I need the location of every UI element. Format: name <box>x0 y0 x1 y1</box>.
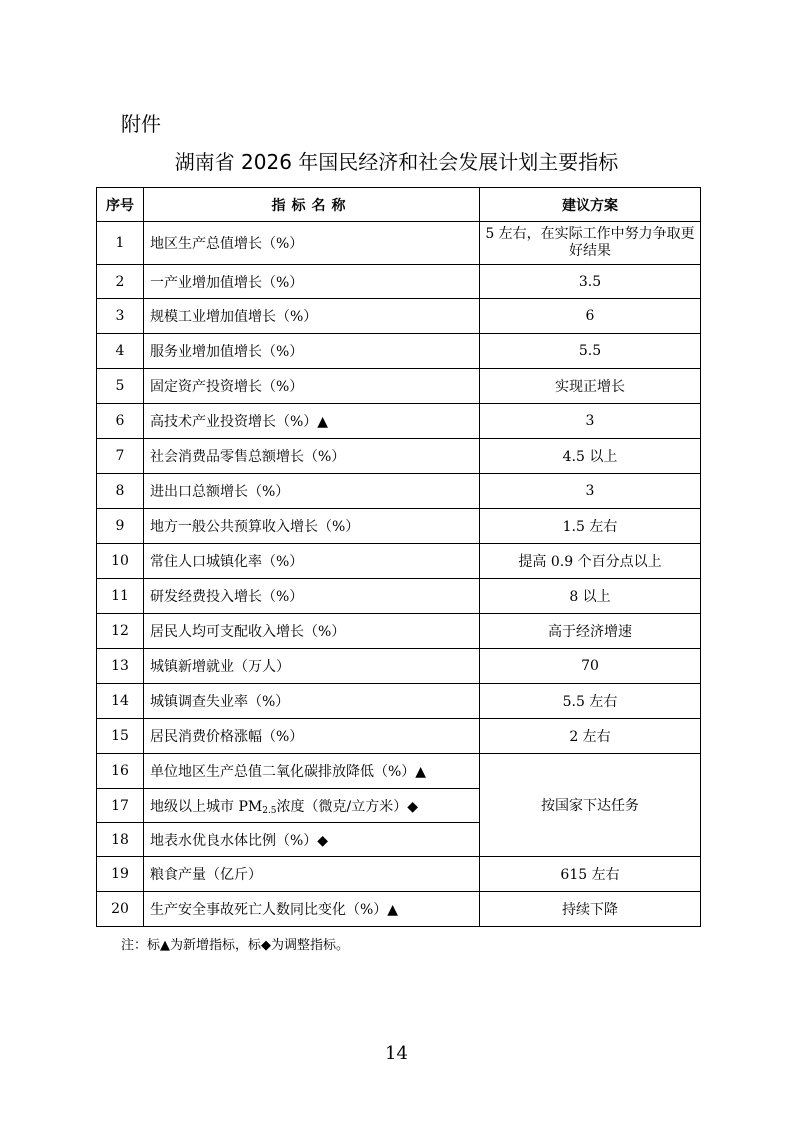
table-row <box>97 334 701 369</box>
table-row <box>97 369 701 404</box>
row-name: 城镇新增就业（万人） <box>144 649 480 684</box>
pm-subscript: 2.5 <box>262 805 277 816</box>
row-name: 高技术产业投资增长（%）▲ <box>144 404 480 439</box>
row-plan: 70 <box>480 649 701 684</box>
row-index: 8 <box>97 474 144 509</box>
row-plan: 高于经济增速 <box>480 614 701 649</box>
row-plan: 实现正增长 <box>480 369 701 404</box>
row-plan: 1.5 左右 <box>480 509 701 544</box>
row-index: 20 <box>97 892 144 927</box>
row-name: 生产安全事故死亡人数同比变化（%）▲ <box>144 892 480 927</box>
row-name: 一产业增加值增长（%） <box>144 265 480 299</box>
row-plan: 3 <box>480 404 701 439</box>
table-header-row <box>97 188 701 222</box>
row-index: 2 <box>97 265 144 299</box>
table-row <box>97 892 701 927</box>
row-name: 城镇调查失业率（%） <box>144 684 480 719</box>
header-plan: 建议方案 <box>480 188 701 222</box>
table-row <box>97 509 701 544</box>
row-plan: 5.5 <box>480 334 701 369</box>
row-plan: 6 <box>480 299 701 334</box>
row-name: 地表水优良水体比例（%）◆ <box>144 823 480 857</box>
footnote: 注：标▲为新增指标，标◆为调整指标。 <box>121 938 349 953</box>
row-name: 固定资产投资增长（%） <box>144 369 480 404</box>
row-plan: 3.5 <box>480 265 701 299</box>
row-plan: 5.5 左右 <box>480 684 701 719</box>
row-plan: 3 <box>480 474 701 509</box>
row-index: 7 <box>97 439 144 474</box>
row-index: 11 <box>97 579 144 614</box>
table-row <box>97 222 701 265</box>
attachment-label: 附件 <box>121 112 161 136</box>
row-index: 5 <box>97 369 144 404</box>
row-plan: 持续下降 <box>480 892 701 927</box>
table-row <box>97 544 701 579</box>
row-name: 粮食产量（亿斤） <box>144 857 480 892</box>
row-index: 14 <box>97 684 144 719</box>
table-row <box>97 299 701 334</box>
row-index: 1 <box>97 222 144 265</box>
table-row <box>97 719 701 754</box>
row-plan: 2 左右 <box>480 719 701 754</box>
table-row <box>97 857 701 892</box>
row-index: 10 <box>97 544 144 579</box>
row-plan: 5 左右，在实际工作中努力争取更好结果 <box>480 222 701 265</box>
page-number: 14 <box>385 1043 408 1064</box>
merged-plan-cell: 按国家下达任务 <box>480 754 701 857</box>
row-index: 13 <box>97 649 144 684</box>
table-row <box>97 754 701 789</box>
row-index: 17 <box>97 789 144 823</box>
row-index: 6 <box>97 404 144 439</box>
row-name: 研发经费投入增长（%） <box>144 579 480 614</box>
row-index: 3 <box>97 299 144 334</box>
row-index: 16 <box>97 754 144 789</box>
indicator-table <box>96 187 701 927</box>
table-row <box>97 684 701 719</box>
row-name: 规模工业增加值增长（%） <box>144 299 480 334</box>
table-row <box>97 404 701 439</box>
table-row <box>97 265 701 299</box>
row-plan: 提高 0.9 个百分点以上 <box>480 544 701 579</box>
row-name: 进出口总额增长（%） <box>144 474 480 509</box>
row-index: 4 <box>97 334 144 369</box>
row-name: 地方一般公共预算收入增长（%） <box>144 509 480 544</box>
row-index: 18 <box>97 823 144 857</box>
row-name: 居民消费价格涨幅（%） <box>144 719 480 754</box>
table-row <box>97 649 701 684</box>
row-index: 19 <box>97 857 144 892</box>
row-plan: 4.5 以上 <box>480 439 701 474</box>
row-plan: 615 左右 <box>480 857 701 892</box>
header-name: 指标名称 <box>144 188 480 222</box>
row-name: 常住人口城镇化率（%） <box>144 544 480 579</box>
row-plan: 8 以上 <box>480 579 701 614</box>
document-title: 湖南省 2026 年国民经济和社会发展计划主要指标 <box>174 150 619 174</box>
row-index: 15 <box>97 719 144 754</box>
row-name: 单位地区生产总值二氧化碳排放降低（%）▲ <box>144 754 480 789</box>
row-name: 居民人均可支配收入增长（%） <box>144 614 480 649</box>
row-name: 地区生产总值增长（%） <box>144 222 480 265</box>
row-index: 9 <box>97 509 144 544</box>
pm-name-prefix: 地级以上城市 PM <box>150 798 263 815</box>
row-name: 服务业增加值增长（%） <box>144 334 480 369</box>
table-row <box>97 439 701 474</box>
row-name <box>144 789 480 823</box>
row-name: 社会消费品零售总额增长（%） <box>144 439 480 474</box>
header-index: 序号 <box>97 188 144 222</box>
row-index: 12 <box>97 614 144 649</box>
pm-name-suffix: 浓度（微克/立方米）◆ <box>276 798 419 815</box>
table-row <box>97 579 701 614</box>
table-row <box>97 614 701 649</box>
table-row <box>97 474 701 509</box>
